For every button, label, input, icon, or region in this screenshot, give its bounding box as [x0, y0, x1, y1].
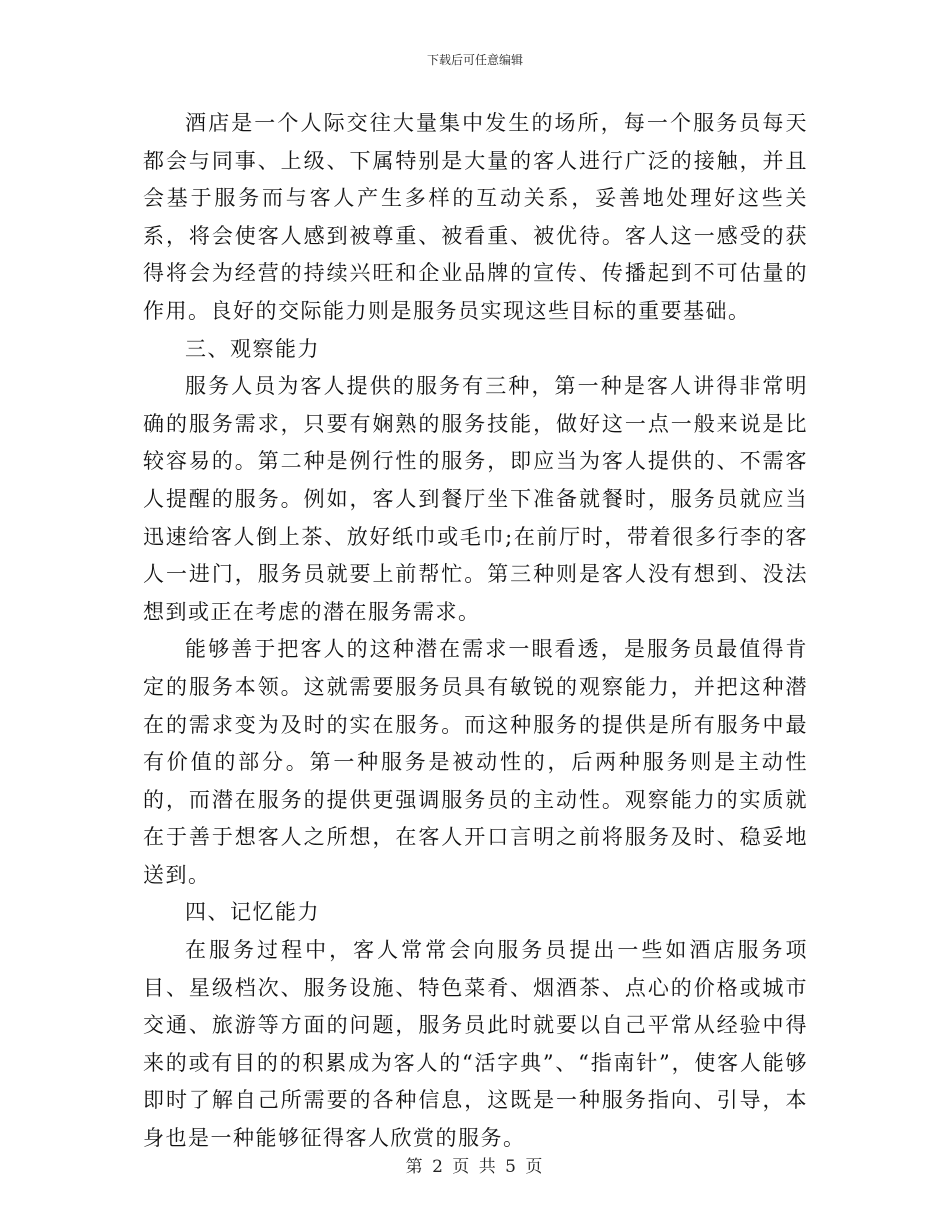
- page-footer: 第 2 页 共 5 页: [405, 1157, 545, 1177]
- document-body: [143, 105, 808, 1158]
- paragraph-social-ability: 酒店是一个人际交往大量集中发生的场所，每一个服务员每天都会与同事、上级、下属特别是大量的客人进行广泛的接触，并且会基于服务而与客人产生多样的互动关系，妥善地处理好这些关系，将会使客人感到被尊重、被看重、被优待。客人这一感受的获得将会为经营的持续兴旺和企业品牌的宣传、传播起到不可估量的作用。良好的交际能力则是服务员实现这些目标的重要基础。: [143, 111, 808, 323]
- paragraph-service-types: 服务人员为客人提供的服务有三种，第一种是客人讲得非常明确的服务需求，只要有娴熟的服务技能，做好这一点一般来说是比较容易的。第二种是例行性的服务，即应当为客人提供的、不需客人提醒的服务。例如，客人到餐厅坐下准备就餐时，服务员就应当迅速给客人倒上茶、放好纸巾或毛巾;在前厅时，带着很多行李的客人一进门，服务员就要上前帮忙。第三种则是客人没有想到、没法想到或正在考虑的潜在服务需求。: [143, 374, 808, 624]
- paragraph-observation-ability: 能够善于把客人的这种潜在需求一眼看透，是服务员最值得肯定的服务本领。这就需要服务员具有敏锐的观察能力，并把这种潜在的需求变为及时的实在服务。而这种服务的提供是所有服务中最有价值的部分。第一种服务是被动性的，后两种服务则是主动性的，而潜在服务的提供更强调服务员的主动性。观察能力的实质就在于善于想客人之所想，在客人开口言明之前将服务及时、稳妥地送到。: [143, 637, 808, 887]
- page-header: 下载后可任意编辑: [426, 53, 523, 67]
- paragraph-memory-ability: 在服务过程中，客人常常会向服务员提出一些如酒店服务项目、星级档次、服务设施、特色菜肴、烟酒茶、点心的价格或城市交通、旅游等方面的问题，服务员此时就要以自己平常从经验中得来的或有目的的积累成为客人的“活字典”、“指南针”，使客人能够即时了解自己所需要的各种信息，这既是一种服务指向、引导，本身也是一种能够征得客人欣赏的服务。: [143, 938, 808, 1151]
- section-heading-observation: 三、观察能力: [185, 336, 320, 361]
- section-heading-memory: 四、记忆能力: [185, 900, 320, 925]
